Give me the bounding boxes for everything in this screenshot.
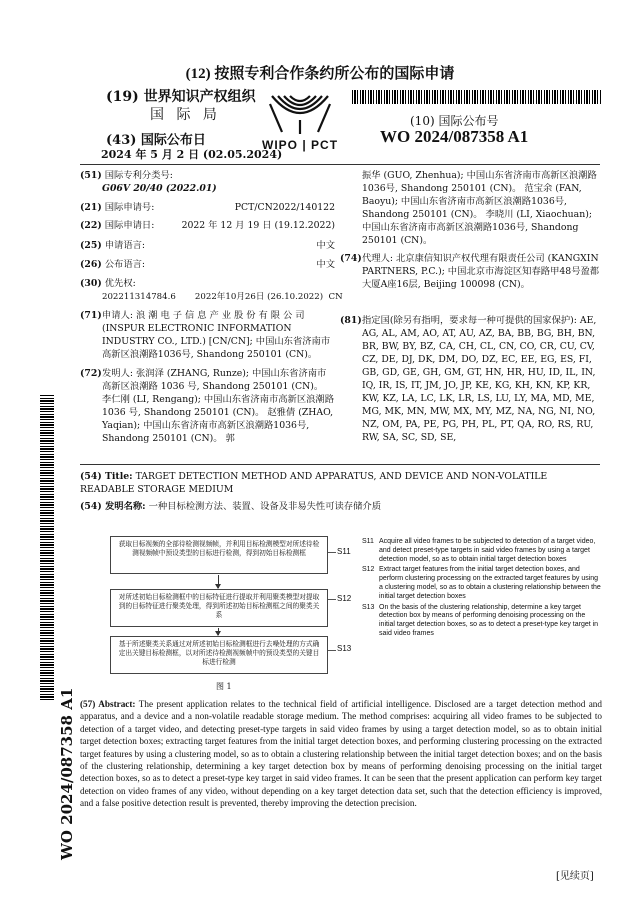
vertical-pub-number: WO 2024/087358 A1 <box>58 687 76 860</box>
field-22 <box>80 219 335 232</box>
pub-date-label: (43) 国际公布日 <box>106 133 206 148</box>
field-code: (26) <box>80 259 102 270</box>
agent-text: 代理人: 北京康信知识产权代理有限责任公司 (KANGXIN PARTNERS, P.C.); 中国北京市海淀区知春路甲48号盈都大厦A座16层, Beijing 100098 (CN)。 <box>362 253 600 290</box>
application-number: PCT/CN2022/140122 <box>234 202 335 213</box>
legend-text: On the basis of the clustering relationship, determine a key target detection box by means of performing denoising processing on the initial target detection boxes, so as to detect a preset-type key target in said video frames <box>379 603 599 637</box>
org-name <box>106 86 256 106</box>
wipo-logo-icon <box>268 90 332 136</box>
s11-leader <box>328 552 336 553</box>
legend-step: S13 <box>362 603 375 611</box>
designated-states-text: 指定国(除另有指明，要求每一种可提供的国家保护): AE, AG, AL, AM, AO, AT, AU, AZ, BA, BB, BG, BH, BN, BR, BW, BY, BZ, CA, CH, CL, CN, CO, CR, CU, CV, CZ, DE, DJ, DK, DM, DO, DZ, EC, EE, EG, ES, FI, GB, GD, GE, GH, GM, GT, HN, HR, HU, ID, IL, IN, IQ, IR, IS, IT, JM, JO, JP, KE, KG, KH, KN, KP, KR, KW, KZ, LA, LC, LK, LR, LS, LU, LY, MA, MD, ME, MG, MK, MN, MW, MX, MY, MZ, NA, NG, NI, NO, NZ, OM, PA, PE, PG, PH, PL, PT, QA, RO, RS, RU, RW, SA, SC, SD, SE, <box>362 315 597 443</box>
field-code: (74) <box>340 253 362 264</box>
legend-step: S12 <box>362 566 375 574</box>
field-code: (21) <box>80 202 102 213</box>
flow-step-s11-box: 获取目标视频的全部待检测视频帧，并利用目标检测模型对所述待检测视频帧中预设类型的目标进行检测，得到初始目标检测框 <box>110 536 328 574</box>
field-label: 国际专利分类号: <box>104 170 173 181</box>
field-label: 申请语言: <box>104 240 146 251</box>
applicant-text: 申请人: 浪 潮 电 子 信 息 产 业 股 份 有 限 公 司 (INSPUR ELECTRONIC INFORMATION INDUSTRY CO., LTD.) [CN/CN]; 中国山东省济南市高新区浪潮路1036号, Shandong 250101 (CN)。 <box>102 310 331 360</box>
title-text: 一种目标检测方法、装置、设备及非易失性可读存储介质 <box>148 501 381 512</box>
inventors-continued <box>340 169 600 247</box>
field-71 <box>80 309 335 361</box>
figure-caption: 图 1 <box>216 682 232 691</box>
field-label: 优先权: <box>104 278 136 289</box>
field-72 <box>80 367 335 445</box>
wipo-pct-text: WIPO | PCT <box>262 138 339 152</box>
legend-s12 <box>362 566 602 601</box>
step-s11-label: S11 <box>337 547 351 556</box>
legend-s13 <box>362 604 602 639</box>
step-s12-label: S12 <box>337 594 352 603</box>
continued-note: [见续页] <box>556 871 594 882</box>
figure-legend <box>362 538 602 641</box>
field-25 <box>80 239 335 252</box>
org-code: (19) <box>106 89 139 105</box>
abstract-label: (57) Abstract: <box>80 699 136 709</box>
filing-language: 中文 <box>316 240 335 251</box>
legend-text: Extract target features from the initial target detection boxes, and perform clustering processing on the extracted target features by using a clustering model, so as to obtain a clustering relationship between the initial target detection boxes <box>379 566 601 600</box>
legend-text: Acquire all video frames to be subjected to detection of a target video, and detect preset-type targets in said video frames by using a target detection model, so as to obtain initial target detection boxes <box>379 538 596 563</box>
field-21 <box>80 201 335 214</box>
english-title <box>80 470 600 496</box>
org-line1: 世界知识产权组织 <box>143 89 256 105</box>
side-barcode <box>40 395 54 700</box>
title-code: (54) Title: <box>80 471 133 482</box>
s12-leader <box>328 599 336 600</box>
abstract-text: The present application relates to the technical field of artificial intelligence. Disclosed are a target detection method and apparatus, and a device and a non-volatile readable storage medium. The method comprises: acquiring all video frames to be subjected to detection of a target video, and detecting preset-type targets in said video frames by using a target detection model, so as to obtain initial target detection boxes; extracting target features from the initial target detection boxes, and performing clustering processing on the extracted target features by using a clustering model, so as to obtain a clustering relationship between the initial target detection boxes; and on the basis of the clustering relationship, determining a key target detection box by means of performing denoising processing on the initial target detection boxes, so as to detect a preset-type key target in said video frames. It can be seen that the present application can perform key target detection on video frames of any video, without depending on a key target detection data set, such that the detection efficiency is improved, and a false positive detection result is prevented, thereby improving the detection precision. <box>80 699 602 809</box>
inventors-cont-text: 振华 (GUO, Zhenhua); 中国山东省济南市高新区浪潮路1036号, Shandong 250101 (CN)。 范宝余 (FAN, Baoyu); 中国山东省济南市高新区浪潮路1036号, Shandong 250101 (CN)。 李晓川 (LI, Xiaochuan); 中国山东省济南市高新区浪潮路1036号, Shandong 250101 (CN)。 <box>362 170 597 246</box>
pub-date: 2024 年 5 月 2 日 (02.05.2024) <box>101 148 283 161</box>
publication-language: 中文 <box>316 259 335 270</box>
s13-leader <box>328 650 336 651</box>
ipc-value: G06V 20/40 (2022.01) <box>102 183 217 194</box>
field-51 <box>80 169 335 195</box>
field-code: (25) <box>80 240 102 251</box>
pub-number: WO 2024/087358 A1 <box>380 127 529 146</box>
field-code: (22) <box>80 220 102 231</box>
field-code: (51) <box>80 170 102 181</box>
pub-number-label: (10) 国际公布号 <box>410 114 499 128</box>
flow-arrow-2 <box>218 628 219 635</box>
inventors-text: 发明人: 张润泽 (ZHANG, Runze); 中国山东省济南市高新区浪潮路 1036 号, Shandong 250101 (CN)。 李仁刚 (LI, Rengang); 中国山东省济南市高新区浪潮路 1036 号, Shandong 250101 (CN)。 赵雅倩 (ZHAO, Yaqian); 中国山东省济南市高新区浪潮路1036号, Shandong 250101 (CN)。 郭 <box>102 368 335 444</box>
flow-step-s12-box: 对所述初始目标检测框中的目标特征进行提取并利用聚类模型对提取到的目标特征进行聚类处理，得到所述初始目标检测框之间的聚类关系 <box>110 589 328 627</box>
flow-arrow-1 <box>218 575 219 588</box>
org-office: 国 际 局 <box>150 107 221 123</box>
field-code: (81) <box>340 315 362 326</box>
field-label: 国际申请号: <box>104 202 155 213</box>
field-code: (72) <box>80 368 102 379</box>
field-74 <box>340 252 600 291</box>
legend-step: S11 <box>362 538 374 545</box>
flow-step-s13-box: 基于所述聚类关系通过对所述初始目标检测框进行去噪处理的方式确定出关键目标检测框，以对所述待检测视频帧中的预设类型的关键目标进行检测 <box>110 636 328 674</box>
chinese-title <box>80 500 600 513</box>
title-divider <box>80 464 600 465</box>
field-code: (71) <box>80 310 102 321</box>
header-divider <box>80 164 600 165</box>
abstract <box>80 698 602 810</box>
filing-date: 2022 年 12 月 19 日 (19.12.2022) <box>181 220 335 231</box>
legend-s11 <box>362 538 602 564</box>
field-81 <box>340 314 600 444</box>
title-text: TARGET DETECTION METHOD AND APPARATUS, AND DEVICE AND NON-VOLATILE READABLE STORAGE MEDIUM <box>80 471 548 495</box>
step-s13-label: S13 <box>337 644 352 653</box>
title-code: (54) 发明名称: <box>80 501 146 512</box>
document-title: (12) 按照专利合作条约所公布的国际申请 <box>185 66 455 82</box>
field-26 <box>80 258 335 271</box>
priority-data: 202211314784.6 2022年10月26日 (26.10.2022) CN <box>102 292 343 302</box>
top-barcode <box>352 90 602 104</box>
field-30 <box>80 277 343 304</box>
field-code: (30) <box>80 278 102 289</box>
field-label: 国际申请日: <box>104 220 155 231</box>
field-label: 公布语言: <box>104 259 146 270</box>
